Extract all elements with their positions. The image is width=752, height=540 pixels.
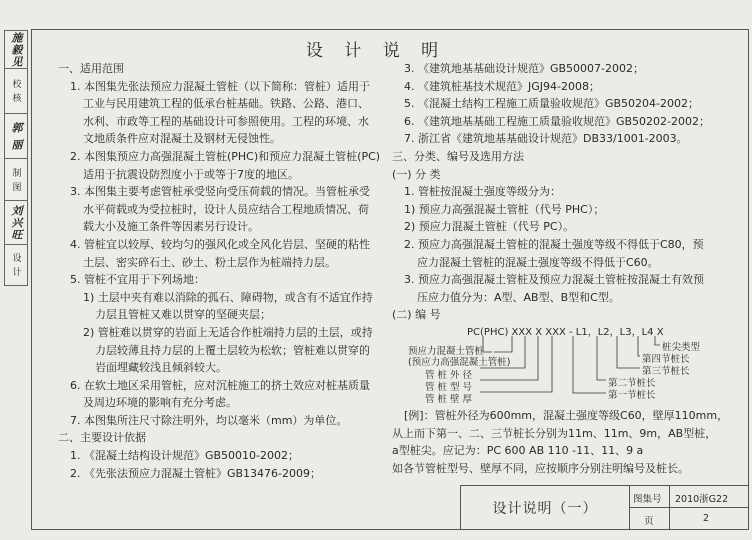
strip-cell xyxy=(5,114,27,159)
text-line: 1. 管桩按混凝土强度等级分为： xyxy=(404,185,561,199)
text-line: 2. 《先张法预应力混凝土管桩》GB13476-2009； xyxy=(70,466,322,480)
text-line: 2. 预应力高强混凝土管桩的混凝土强度等级不得低于C80，预 xyxy=(404,237,704,251)
atlas-no-label: 图集号 xyxy=(633,494,662,505)
label-wall-thickness: 管 桩 壁 厚 xyxy=(425,394,473,405)
text-line: 应力混凝土管桩的混凝土强度等级不得低于C60。 xyxy=(417,255,659,269)
text-line: 1. 《混凝土结构设计规范》GB50010-2002； xyxy=(70,449,300,463)
label-outer-diameter: 管 桩 外 径 xyxy=(425,370,473,381)
text-line: 力层较薄且持力层的上覆土层较为松软；管桩难以贯穿的 xyxy=(95,343,370,357)
text-line: 工业与民用建筑工程的低承台桩基础。铁路、公路、港口、 xyxy=(83,97,369,111)
text-line: 压应力值分为：A型、AB型、B型和C型。 xyxy=(417,290,620,304)
right-column xyxy=(392,60,722,324)
text-line: a型桩尖。应记为：PC 600 AB 110 -11、11、9 a xyxy=(392,444,644,458)
text-line: 6. 《建筑地基基础工程施工质量验收规范》GB50202-2002； xyxy=(404,114,711,128)
page-number: 2 xyxy=(703,513,710,524)
text-line: 3. 本图集主要考虑管桩承受竖向受压荷载的情况。当管桩承受 xyxy=(70,185,370,199)
text-line: 土层、密实碎石土、砂土、粉土层作为桩端持力层。 xyxy=(83,255,336,269)
text-line: 4. 管桩宜以较厚、较均匀的强风化或全风化岩层、坚硬的粘性 xyxy=(70,237,370,251)
label-3rd-length: 第三节桩长 xyxy=(642,366,690,377)
atlas-no-value: 2010浙G22 xyxy=(675,494,729,505)
page-title: 设 计 说 明 xyxy=(305,41,447,61)
text-line: 2) 预应力混凝土管桩（代号 PC）。 xyxy=(404,220,575,234)
text-line: 7. 浙江省《建筑地基基础设计规范》DB33/1001-2003。 xyxy=(404,132,688,146)
text-line: 如各节管桩型号、壁厚不同，应按顺序分别注明编号及桩长。 xyxy=(392,461,689,475)
label-pile-type-alt: (预应力高强混凝土管桩) xyxy=(408,357,511,368)
text-line: 及周边环境的影响有充分考虑。 xyxy=(83,396,237,410)
text-line: 力层且管桩又难以贯穿的坚硬夹层； xyxy=(95,308,271,322)
text-line: (二) 编 号 xyxy=(392,308,441,322)
text-line: 6. 在软土地区采用管桩，应对沉桩施工的挤土效应对桩基质量 xyxy=(70,378,370,392)
strip-cell xyxy=(5,69,27,114)
label-4th-length: 第四节桩长 xyxy=(642,354,690,365)
left-column xyxy=(58,60,388,482)
text-line: 一、适用范围 xyxy=(58,62,124,75)
label-tip-type: 桩尖类型 xyxy=(662,342,701,353)
text-line: 2. 本图集预应力高强混凝土管桩(PHC)和预应力混凝土管桩(PC) xyxy=(70,149,381,163)
text-line: 5. 管桩不宜用于下列场地： xyxy=(70,273,205,287)
label-pile-model: 管 桩 型 号 xyxy=(425,382,473,393)
example-block xyxy=(392,407,732,477)
text-line: 1) 预应力高强混凝土管桩（代号 PHC）； xyxy=(404,202,605,216)
strip-text: 设 计 xyxy=(10,252,21,277)
strip-text: 施毅见 xyxy=(10,31,23,68)
strip-cell xyxy=(5,159,27,201)
page-label: 页 xyxy=(644,516,654,527)
text-line: [例]：管桩外径为600mm，混凝土强度等级C60，壁厚110mm， xyxy=(404,409,729,422)
text-line: 3. 《建筑地基基础设计规范》GB50007-2002； xyxy=(404,62,645,75)
text-line: 3. 预应力高强混凝土管桩及预应力混凝土管桩按混凝土有效预 xyxy=(404,273,704,287)
text-line: 文地质条件应对混凝土及钢材无侵蚀性。 xyxy=(83,132,281,146)
title-block xyxy=(460,485,748,529)
strip-text: 校 核 xyxy=(10,79,21,103)
text-line: 1. 本图集先张法预应力混凝土管桩（以下简称：管桩）适用于 xyxy=(70,79,370,93)
text-line: 三、分类、编号及选用方法 xyxy=(392,149,524,163)
text-line: 2) 管桩难以贯穿的岩面上无适合作桩端持力层的土层，或持 xyxy=(83,325,373,339)
signature-strip xyxy=(4,30,28,286)
strip-text: 郭 丽 xyxy=(10,121,23,151)
label-2nd-length: 第二节桩长 xyxy=(608,378,656,389)
label-pile-type: 预应力混凝土管桩 xyxy=(408,346,485,357)
text-line: 载大小及施工条件等因素另行设计。 xyxy=(83,220,259,234)
text-line: 4. 《建筑桩基技术规范》JGJ94-2008； xyxy=(404,79,600,93)
text-line: 水利、市政等工程的基础设计可参照使用。工程的环境、水 xyxy=(83,114,369,128)
text-line: 7. 本图集所注尺寸除注明外，均以毫米（mm）为单位。 xyxy=(70,413,348,427)
strip-text: 制 图 xyxy=(10,167,21,192)
strip-text: 刘兴旺 xyxy=(10,204,23,241)
text-line: 从上而下第一、二、三节桩长分别为11m、11m、9m，AB型桩， xyxy=(392,426,717,440)
text-line: 适用于抗震设防烈度小于或等于7度的地区。 xyxy=(83,167,299,181)
label-1st-length: 第一节桩长 xyxy=(608,390,656,401)
strip-cell xyxy=(5,201,27,245)
text-line: 岩面埋藏较浅且倾斜较大。 xyxy=(95,361,227,375)
text-line: 水平荷载或为受拉桩时，设计人员应结合工程地质情况、荷 xyxy=(83,202,369,216)
text-line: 二、主要设计依据 xyxy=(58,431,146,445)
code-format: PC(PHC) XXX X XXX - L1，L2，L3，L4 X xyxy=(467,327,664,338)
sheet-caption: 设计说明（一） xyxy=(492,500,598,517)
text-line: (一) 分 类 xyxy=(392,167,441,181)
strip-cell xyxy=(5,245,27,284)
text-line: 5. 《混凝土结构工程施工质量验收规范》GB50204-2002； xyxy=(404,97,700,111)
text-line: 1) 土层中夹有难以消除的孤石、障碍物，或含有不适宜作持 xyxy=(83,290,373,304)
